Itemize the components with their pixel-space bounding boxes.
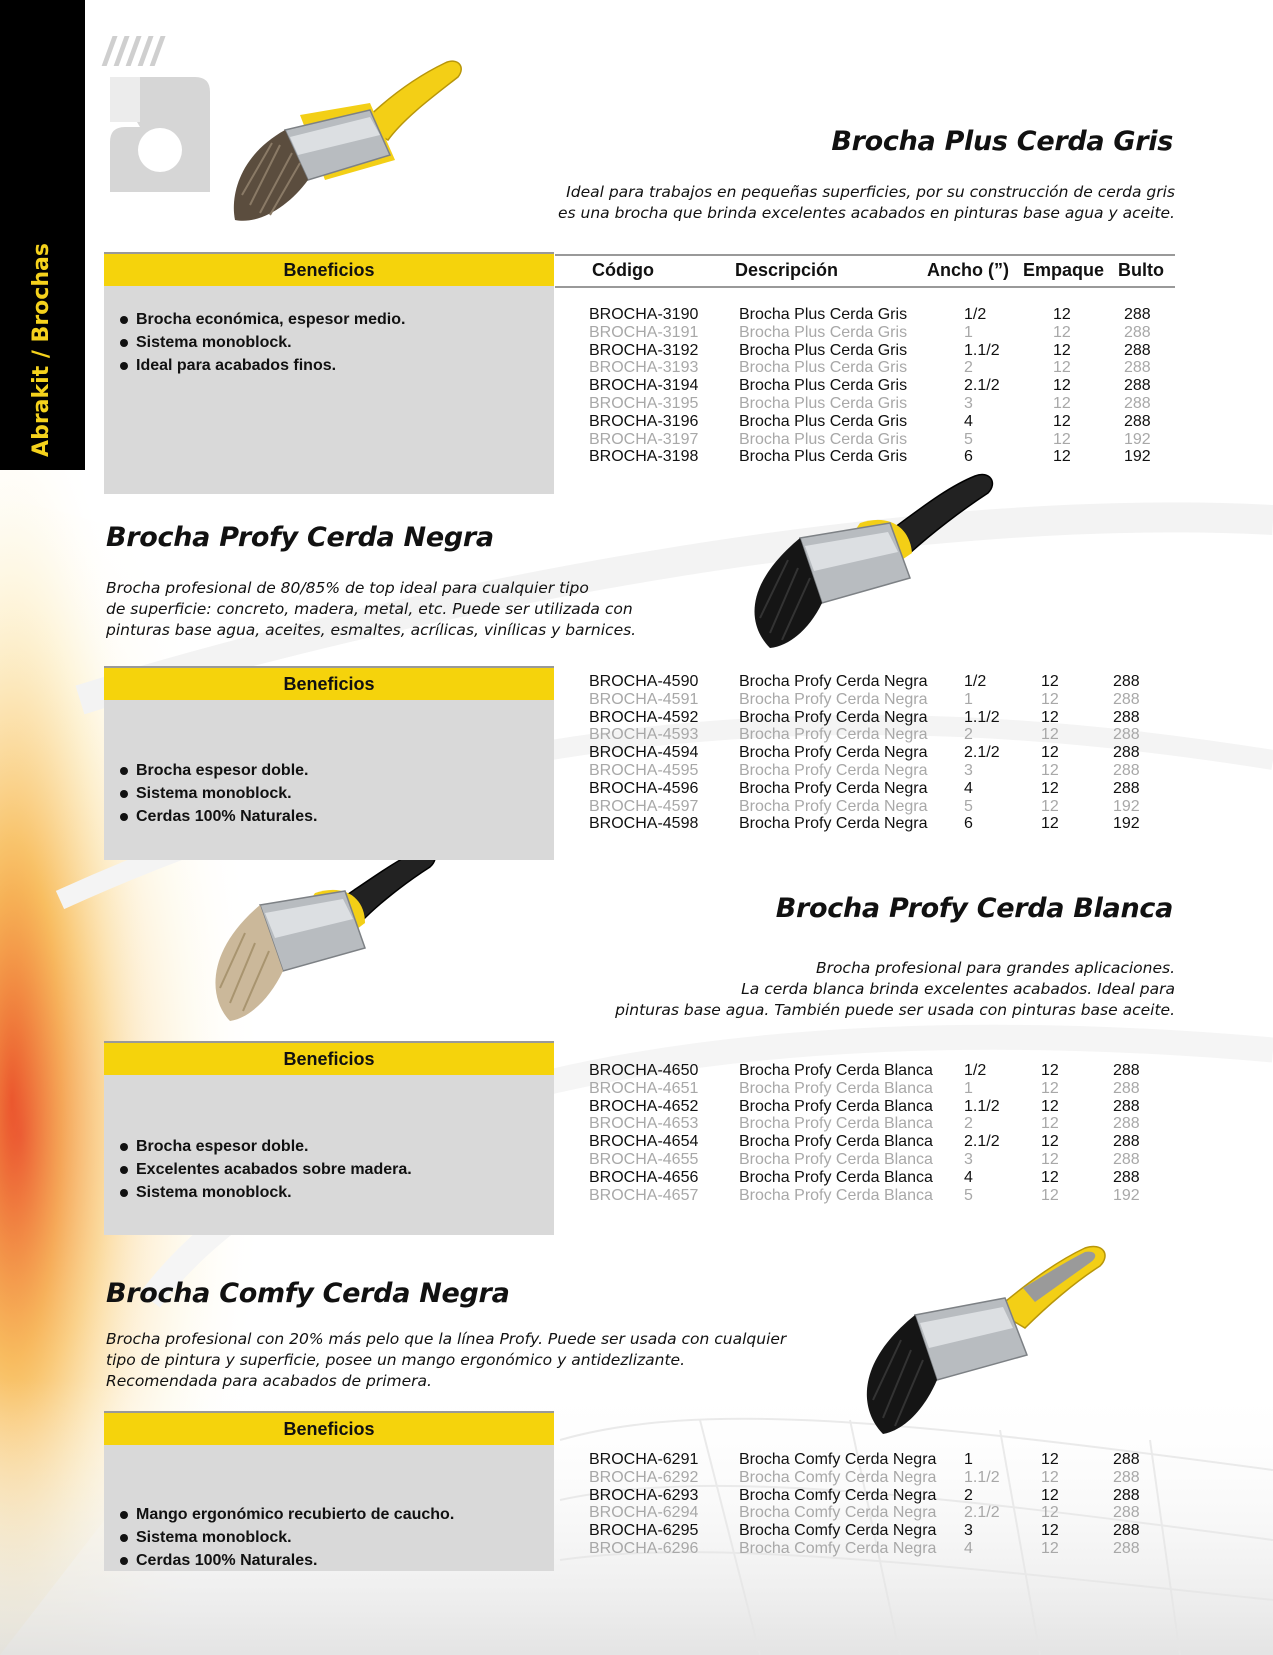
cell-descripcion: Brocha Comfy Cerda Negra xyxy=(739,1539,937,1557)
cell-ancho: 2 xyxy=(964,1115,973,1133)
cell-empaque: 12 xyxy=(1053,359,1071,377)
benefits-body xyxy=(104,1445,554,1571)
cell-bulto: 288 xyxy=(1113,690,1140,708)
cell-bulto: 288 xyxy=(1113,1504,1140,1522)
benefit-item: Excelentes acabados sobre madera. xyxy=(118,1158,540,1181)
cell-descripcion: Brocha Profy Cerda Blanca xyxy=(739,1150,933,1168)
description-line: pinturas base agua. También puede ser usada con pinturas base aceite. xyxy=(615,1001,1175,1019)
cell-empaque: 12 xyxy=(1041,1079,1059,1097)
benefit-item: Brocha espesor doble. xyxy=(118,1135,540,1158)
cell-ancho: 2.1/2 xyxy=(964,377,1000,395)
cell-codigo: BROCHA-4592 xyxy=(589,708,699,726)
cell-codigo: BROCHA-3196 xyxy=(589,412,699,430)
cell-empaque: 12 xyxy=(1041,1150,1059,1168)
cell-bulto: 288 xyxy=(1113,708,1140,726)
benefit-item: Sistema monoblock. xyxy=(118,331,540,354)
cell-descripcion: Brocha Profy Cerda Blanca xyxy=(739,1168,933,1186)
cell-empaque: 12 xyxy=(1041,708,1059,726)
cell-empaque: 12 xyxy=(1041,797,1059,815)
benefits-body xyxy=(104,700,554,860)
cell-ancho: 1 xyxy=(964,1079,973,1097)
cell-codigo: BROCHA-4650 xyxy=(589,1062,699,1079)
description-line: de superficie: concreto, madera, metal, etc. Puede ser utilizada con xyxy=(106,600,633,618)
cell-ancho: 1 xyxy=(964,690,973,708)
cell-empaque: 12 xyxy=(1053,448,1071,466)
benefits-panel xyxy=(104,1041,554,1235)
brush-profy-blanca-image xyxy=(205,843,445,1028)
cell-bulto: 288 xyxy=(1113,673,1140,690)
cell-ancho: 4 xyxy=(964,412,973,430)
cell-codigo: BROCHA-4653 xyxy=(589,1115,699,1133)
cell-ancho: 5 xyxy=(964,1186,973,1204)
cell-ancho: 2 xyxy=(964,726,973,744)
cell-empaque: 12 xyxy=(1041,1062,1059,1079)
col-ancho: Ancho (”) xyxy=(927,260,1009,280)
section-title: Brocha Profy Cerda Blanca xyxy=(775,893,1173,924)
cell-bulto: 288 xyxy=(1113,1150,1140,1168)
cell-codigo: BROCHA-6295 xyxy=(589,1522,699,1540)
sidebar-category xyxy=(0,0,85,470)
cell-ancho: 1/2 xyxy=(964,673,987,690)
cell-bulto: 288 xyxy=(1113,1115,1140,1133)
cell-empaque: 12 xyxy=(1041,726,1059,744)
cell-codigo: BROCHA-6293 xyxy=(589,1486,699,1504)
cell-bulto: 288 xyxy=(1113,1539,1140,1557)
cell-descripcion: Brocha Profy Cerda Negra xyxy=(739,726,928,744)
cell-bulto: 192 xyxy=(1113,815,1140,833)
cell-codigo: BROCHA-4598 xyxy=(589,815,699,833)
cell-codigo: BROCHA-4656 xyxy=(589,1168,699,1186)
description-line: La cerda blanca brinda excelentes acabados. Ideal para xyxy=(741,980,1175,998)
benefit-item: Cerdas 100% Naturales. xyxy=(118,1549,540,1572)
cell-ancho: 1 xyxy=(964,323,973,341)
cell-ancho: 5 xyxy=(964,797,973,815)
cell-bulto: 288 xyxy=(1113,1079,1140,1097)
col-bulto: Bulto xyxy=(1118,260,1164,280)
table-header xyxy=(555,254,1175,288)
cell-ancho: 1.1/2 xyxy=(964,341,1000,359)
cell-descripcion: Brocha Comfy Cerda Negra xyxy=(739,1468,937,1486)
cell-descripcion: Brocha Plus Cerda Gris xyxy=(739,341,908,359)
cell-empaque: 12 xyxy=(1041,1504,1059,1522)
cell-descripcion: Brocha Plus Cerda Gris xyxy=(739,448,908,466)
benefits-header: Beneficios xyxy=(104,1411,554,1445)
cell-bulto: 192 xyxy=(1124,430,1151,448)
brand-logo-icon xyxy=(100,32,215,197)
description-line: Brocha profesional para grandes aplicaciones. xyxy=(815,959,1175,977)
cell-descripcion: Brocha Profy Cerda Blanca xyxy=(739,1115,933,1133)
cell-codigo: BROCHA-4594 xyxy=(589,744,699,762)
cell-descripcion: Brocha Profy Cerda Negra xyxy=(739,673,928,690)
cell-empaque: 12 xyxy=(1053,341,1071,359)
cell-empaque: 12 xyxy=(1041,1168,1059,1186)
cell-ancho: 2 xyxy=(964,1486,973,1504)
cell-bulto: 288 xyxy=(1113,1486,1140,1504)
benefit-item: Ideal para acabados finos. xyxy=(118,354,540,377)
cell-ancho: 4 xyxy=(964,1168,973,1186)
benefits-panel xyxy=(104,252,554,494)
cell-codigo: BROCHA-3195 xyxy=(589,394,699,412)
cell-codigo: BROCHA-3197 xyxy=(589,430,699,448)
cell-descripcion: Brocha Profy Cerda Blanca xyxy=(739,1062,933,1079)
benefits-header: Beneficios xyxy=(104,252,554,286)
cell-empaque: 12 xyxy=(1041,1522,1059,1540)
cell-ancho: 2.1/2 xyxy=(964,744,1000,762)
cell-descripcion: Brocha Comfy Cerda Negra xyxy=(739,1522,937,1540)
cell-bulto: 288 xyxy=(1113,744,1140,762)
description-line: Brocha profesional de 80/85% de top ideal para cualquier tipo xyxy=(106,579,589,597)
cell-ancho: 3 xyxy=(964,394,973,412)
cell-ancho: 1 xyxy=(964,1451,973,1468)
cell-descripcion: Brocha Plus Cerda Gris xyxy=(739,412,908,430)
cell-codigo: BROCHA-3192 xyxy=(589,341,699,359)
benefits-panel xyxy=(104,1411,554,1571)
cell-empaque: 12 xyxy=(1053,394,1071,412)
cell-descripcion: Brocha Profy Cerda Blanca xyxy=(739,1079,933,1097)
cell-codigo: BROCHA-4593 xyxy=(589,726,699,744)
cell-bulto: 288 xyxy=(1113,1097,1140,1115)
cell-codigo: BROCHA-3191 xyxy=(589,323,699,341)
brush-comfy-negra-image xyxy=(855,1240,1115,1440)
cell-ancho: 5 xyxy=(964,430,973,448)
cell-empaque: 12 xyxy=(1041,673,1059,690)
cell-empaque: 12 xyxy=(1053,412,1071,430)
sidebar-label: Abrakit / Brochas xyxy=(29,243,54,457)
cell-codigo: BROCHA-3190 xyxy=(589,306,699,323)
cell-empaque: 12 xyxy=(1041,815,1059,833)
cell-descripcion: Brocha Profy Cerda Negra xyxy=(739,815,928,833)
cell-codigo: BROCHA-6291 xyxy=(589,1451,699,1468)
cell-bulto: 288 xyxy=(1124,377,1151,395)
cell-codigo: BROCHA-6294 xyxy=(589,1504,699,1522)
description-line: Brocha profesional con 20% más pelo que la línea Profy. Puede ser usada con cualquier xyxy=(106,1330,787,1348)
cell-empaque: 12 xyxy=(1041,744,1059,762)
cell-empaque: 12 xyxy=(1041,690,1059,708)
cell-empaque: 12 xyxy=(1041,1468,1059,1486)
description-line: es una brocha que brinda excelentes acabados en pinturas base agua y aceite. xyxy=(557,204,1175,222)
cell-bulto: 288 xyxy=(1113,1468,1140,1486)
cell-bulto: 288 xyxy=(1113,1133,1140,1151)
cell-descripcion: Brocha Plus Cerda Gris xyxy=(739,377,908,395)
cell-empaque: 12 xyxy=(1041,1539,1059,1557)
cell-empaque: 12 xyxy=(1053,430,1071,448)
cell-empaque: 12 xyxy=(1053,377,1071,395)
cell-descripcion: Brocha Plus Cerda Gris xyxy=(739,306,908,323)
cell-codigo: BROCHA-4595 xyxy=(589,761,699,779)
cell-bulto: 288 xyxy=(1124,341,1151,359)
col-empaque: Empaque xyxy=(1023,260,1105,280)
cell-bulto: 288 xyxy=(1113,1062,1140,1079)
cell-descripcion: Brocha Profy Cerda Negra xyxy=(739,797,928,815)
cell-descripcion: Brocha Profy Cerda Negra xyxy=(739,744,928,762)
benefit-item: Brocha espesor doble. xyxy=(118,759,540,782)
cell-ancho: 4 xyxy=(964,1539,973,1557)
col-descripcion: Descripción xyxy=(735,260,839,280)
cell-descripcion: Brocha Profy Cerda Blanca xyxy=(739,1133,933,1151)
section-title: Brocha Comfy Cerda Negra xyxy=(106,1278,510,1309)
benefit-item: Sistema monoblock. xyxy=(118,782,540,805)
cell-descripcion: Brocha Comfy Cerda Negra xyxy=(739,1486,937,1504)
cell-bulto: 288 xyxy=(1124,323,1151,341)
description-line: Recomendada para acabados de primera. xyxy=(106,1372,432,1390)
cell-bulto: 288 xyxy=(1113,1451,1140,1468)
section-title: Brocha Profy Cerda Negra xyxy=(106,522,494,553)
cell-bulto: 288 xyxy=(1113,761,1140,779)
cell-bulto: 288 xyxy=(1124,412,1151,430)
cell-bulto: 192 xyxy=(1113,1186,1140,1204)
description-line: pinturas base agua, aceites, esmaltes, acrílicas, vinílicas y barnices. xyxy=(106,621,637,639)
cell-codigo: BROCHA-3198 xyxy=(589,448,699,466)
cell-bulto: 192 xyxy=(1113,797,1140,815)
cell-ancho: 1.1/2 xyxy=(964,1468,1000,1486)
cell-codigo: BROCHA-4655 xyxy=(589,1150,699,1168)
cell-ancho: 6 xyxy=(964,815,973,833)
cell-bulto: 288 xyxy=(1124,359,1151,377)
brush-plus-gris-image xyxy=(230,55,470,230)
cell-ancho: 2.1/2 xyxy=(964,1504,1000,1522)
cell-descripcion: Brocha Profy Cerda Blanca xyxy=(739,1097,933,1115)
cell-ancho: 1.1/2 xyxy=(964,1097,1000,1115)
cell-descripcion: Brocha Comfy Cerda Negra xyxy=(739,1451,937,1468)
cell-descripcion: Brocha Comfy Cerda Negra xyxy=(739,1504,937,1522)
benefit-item: Sistema monoblock. xyxy=(118,1181,540,1204)
cell-descripcion: Brocha Plus Cerda Gris xyxy=(739,359,908,377)
benefits-body xyxy=(104,286,554,494)
cell-codigo: BROCHA-4597 xyxy=(589,797,699,815)
benefits-header: Beneficios xyxy=(104,666,554,700)
section-description xyxy=(106,1329,786,1392)
section-title: Brocha Plus Cerda Gris xyxy=(831,126,1173,157)
cell-codigo: BROCHA-6296 xyxy=(589,1539,699,1557)
cell-codigo: BROCHA-3193 xyxy=(589,359,699,377)
cell-descripcion: Brocha Profy Cerda Blanca xyxy=(739,1186,933,1204)
cell-codigo: BROCHA-4652 xyxy=(589,1097,699,1115)
cell-codigo: BROCHA-4657 xyxy=(589,1186,699,1204)
cell-ancho: 3 xyxy=(964,1150,973,1168)
cell-empaque: 12 xyxy=(1041,1097,1059,1115)
cell-empaque: 12 xyxy=(1041,1133,1059,1151)
section-description xyxy=(558,182,1175,224)
cell-empaque: 12 xyxy=(1053,306,1071,323)
cell-bulto: 288 xyxy=(1113,1168,1140,1186)
cell-empaque: 12 xyxy=(1053,323,1071,341)
cell-codigo: BROCHA-4651 xyxy=(589,1079,699,1097)
cell-ancho: 3 xyxy=(964,1522,973,1540)
benefit-item: Sistema monoblock. xyxy=(118,1526,540,1549)
cell-bulto: 288 xyxy=(1113,1522,1140,1540)
cell-empaque: 12 xyxy=(1041,1115,1059,1133)
cell-ancho: 3 xyxy=(964,761,973,779)
cell-bulto: 288 xyxy=(1113,726,1140,744)
cell-ancho: 1.1/2 xyxy=(964,708,1000,726)
description-line: tipo de pintura y superficie, posee un mango ergonómico y antidezlizante. xyxy=(106,1351,686,1369)
cell-empaque: 12 xyxy=(1041,779,1059,797)
cell-codigo: BROCHA-6292 xyxy=(589,1468,699,1486)
cell-ancho: 1/2 xyxy=(964,1062,987,1079)
benefit-item: Mango ergonómico recubierto de caucho. xyxy=(118,1503,540,1526)
cell-bulto: 288 xyxy=(1124,306,1151,323)
benefits-panel xyxy=(104,666,554,860)
cell-ancho: 6 xyxy=(964,448,973,466)
cell-descripcion: Brocha Profy Cerda Negra xyxy=(739,708,928,726)
cell-empaque: 12 xyxy=(1041,1451,1059,1468)
cell-bulto: 288 xyxy=(1124,394,1151,412)
benefit-item: Brocha económica, espesor medio. xyxy=(118,308,540,331)
col-codigo: Código xyxy=(592,260,654,280)
cell-codigo: BROCHA-4591 xyxy=(589,690,699,708)
cell-codigo: BROCHA-4654 xyxy=(589,1133,699,1151)
brush-profy-negra-image xyxy=(740,468,1005,653)
cell-empaque: 12 xyxy=(1041,761,1059,779)
section-description xyxy=(615,958,1175,1021)
cell-empaque: 12 xyxy=(1041,1486,1059,1504)
cell-descripcion: Brocha Profy Cerda Negra xyxy=(739,761,928,779)
benefit-item: Cerdas 100% Naturales. xyxy=(118,805,540,828)
cell-bulto: 288 xyxy=(1113,779,1140,797)
cell-codigo: BROCHA-4590 xyxy=(589,673,699,690)
cell-codigo: BROCHA-4596 xyxy=(589,779,699,797)
cell-descripcion: Brocha Profy Cerda Negra xyxy=(739,690,928,708)
cell-ancho: 4 xyxy=(964,779,973,797)
cell-bulto: 192 xyxy=(1124,448,1151,466)
cell-ancho: 2 xyxy=(964,359,973,377)
cell-ancho: 1/2 xyxy=(964,306,987,323)
cell-descripcion: Brocha Profy Cerda Negra xyxy=(739,779,928,797)
cell-ancho: 2.1/2 xyxy=(964,1133,1000,1151)
description-line: Ideal para trabajos en pequeñas superficies, por su construcción de cerda gris xyxy=(566,183,1175,201)
benefits-header: Beneficios xyxy=(104,1041,554,1075)
cell-empaque: 12 xyxy=(1041,1186,1059,1204)
cell-descripcion: Brocha Plus Cerda Gris xyxy=(739,394,908,412)
cell-descripcion: Brocha Plus Cerda Gris xyxy=(739,323,908,341)
cell-codigo: BROCHA-3194 xyxy=(589,377,699,395)
cell-descripcion: Brocha Plus Cerda Gris xyxy=(739,430,908,448)
section-description xyxy=(106,578,636,641)
benefits-body xyxy=(104,1075,554,1235)
